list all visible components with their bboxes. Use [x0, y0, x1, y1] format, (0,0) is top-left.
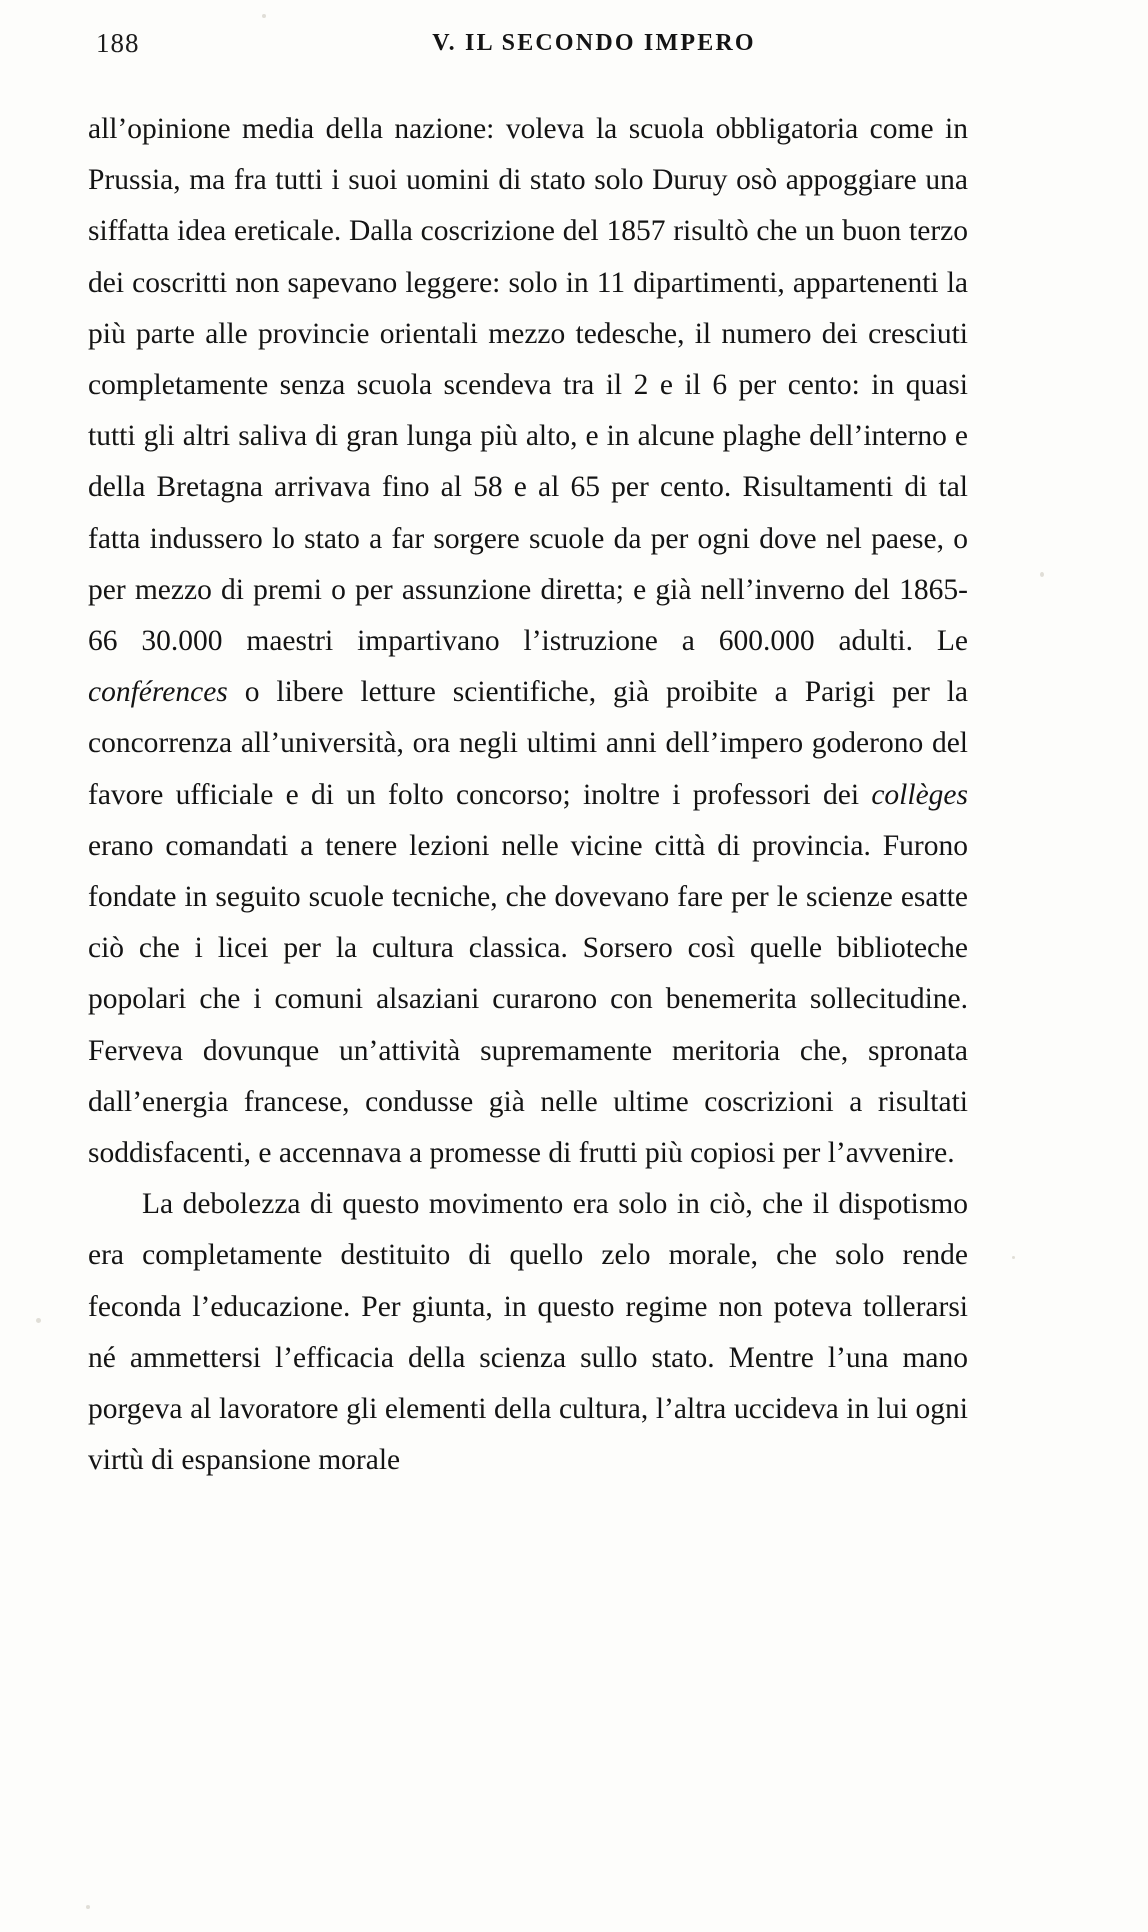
paper-speck [1040, 572, 1044, 577]
text-run: all’opinione media della nazione: voleva la scuola obbligatoria come in Prussia, ma fra tutti i suoi uomini di stato solo Duruy osò appoggiare una siffatta idea ereticale. Dalla coscrizione del 1857 risultò che un buon terzo dei coscritti non sapevano leggere: solo in 11 dipartimenti, appartenenti la più parte alle provincie orientali mezzo tedesche, il numero dei cresciuti completamente senza scuola scendeva tra il 2 e il 6 per cento: in quasi tutti gli altri saliva di gran lunga più alto, e in alcune plaghe dell’interno e della Bretagna arrivava fino al 58 e al 65 per cento. Risultamenti di tal fatta indussero lo stato a far sorgere scuole da per ogni dove nel paese, o per mezzo di premi o per assunzione diretta; e già nell’inverno del 1865-66 30.000 maestri impartivano l’istruzione a 600.000 adulti. Le [88, 113, 968, 658]
paper-speck [1012, 1256, 1015, 1259]
body-paragraph [88, 1179, 968, 1486]
italic-term: collèges [871, 778, 968, 811]
page-number: 188 [96, 28, 140, 58]
running-title: V. IL SECONDO IMPERO [432, 30, 756, 56]
paper-speck [86, 1905, 90, 1909]
paper-speck [262, 14, 266, 18]
text-run: La debolezza di questo movimento era solo in ciò, che il dispotismo era completamente destituito di quello zelo morale, che solo rende feconda l’educazione. Per giunta, in questo regime non poteva tollerarsi né ammettersi l’efficacia della scienza sullo stato. Mentre l’una mano porgeva al lavoratore gli elementi della cultura, l’altra uccideva in lui ogni virtù di espansione morale [88, 1188, 968, 1477]
body-paragraph [88, 104, 968, 1179]
page-header [96, 28, 1052, 68]
italic-term: conférences [88, 676, 228, 709]
text-run: erano comandati a tenere lezioni nelle vicine città di provincia. Furono fondate in seguito scuole tecniche, che dovevano fare per le scienze esatte ciò che i licei per la cultura classica. Sorsero così quelle biblioteche popolari che i comuni alsaziani curarono con benemerita sollecitudine. Ferveva dovunque un’attività supremamente meritoria che, spronata dall’energia francese, condusse già nelle ultime coscrizioni a risultati soddisfacenti, e accennava a promesse di frutti più copiosi per l’avvenire. [88, 829, 968, 1170]
page-body [88, 104, 968, 1486]
text-run: o libere letture scientifiche, già proibite a Parigi per la concorrenza all’università, ora negli ultimi anni dell’impero goderono del favore ufficiale e di un folto concorso; inoltre i professori dei [88, 676, 968, 811]
paper-speck [36, 1318, 41, 1323]
